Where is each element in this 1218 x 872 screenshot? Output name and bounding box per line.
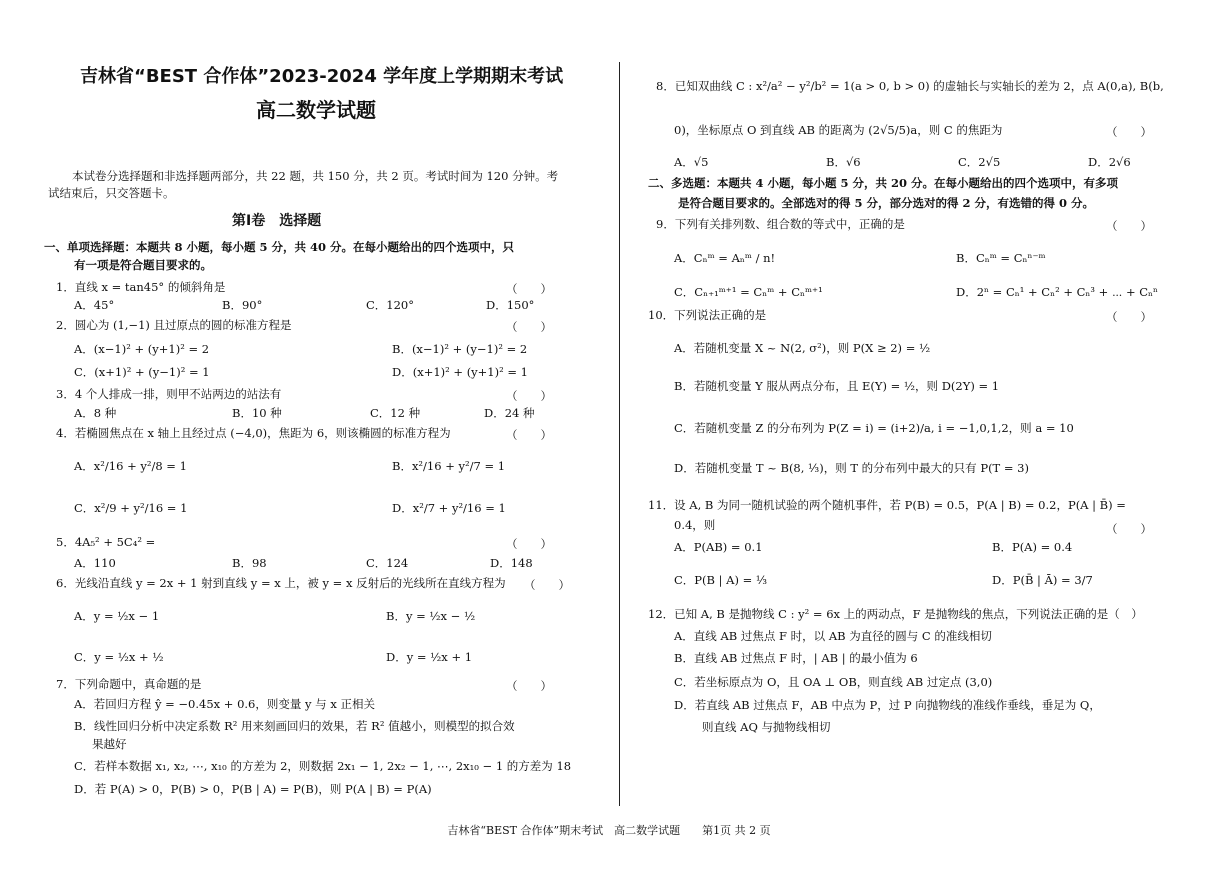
q6-option-a: A．y = ½x − 1 <box>74 609 160 623</box>
q9-option-a: A．Cₙᵐ = Aₙᵐ / n! <box>674 251 776 265</box>
q1-option-b: B．90° <box>222 298 263 312</box>
q10-answer-paren: （ ） <box>1106 310 1152 324</box>
q4-option-d: D．x²/7 + y²/16 = 1 <box>392 501 506 515</box>
q6-option-c: C．y = ½x + ½ <box>74 650 164 664</box>
q10-stem: 10．下列说法正确的是 <box>648 308 767 322</box>
q5-option-d: D．148 <box>490 556 533 570</box>
q11-option-b: B．P(A) = 0.4 <box>992 540 1073 554</box>
q11-option-a: A．P(AB) = 0.1 <box>674 540 763 554</box>
q11-answer-paren: （ ） <box>1106 522 1152 536</box>
q11-option-d: D．P(B̄ | Ā) = 3/7 <box>992 573 1093 587</box>
q2-option-a: A．(x−1)² + (y+1)² = 2 <box>74 342 210 356</box>
q6-stem: 6．光线沿直线 y = 2x + 1 射到直线 y = x 上，被 y = x 反射后的光线所在直线方程为 <box>56 576 506 590</box>
intro-line-2: 试结束后，只交答题卡。 <box>48 186 175 200</box>
q1-option-a: A．45° <box>74 298 115 312</box>
q11-stem-cont: 0.4，则 <box>674 518 716 532</box>
q8-option-c: C．2√5 <box>958 155 1001 169</box>
q2-option-b: B．(x−1)² + (y−1)² = 2 <box>392 342 528 356</box>
part1-title: 第Ⅰ卷 选择题 <box>232 213 322 229</box>
q1-option-d: D．150° <box>486 298 535 312</box>
q6-option-d: D．y = ½x + 1 <box>386 650 473 664</box>
q8-stem-cont: 0)，坐标原点 O 到直线 AB 的距离为 (2√5/5)a，则 C 的焦距为 <box>674 123 1003 137</box>
q7-answer-paren: （ ） <box>506 679 552 693</box>
q1-stem: 1．直线 x = tan45° 的倾斜角是 <box>56 280 226 294</box>
q3-option-c: C．12 种 <box>370 406 421 420</box>
q12-option-d-cont: 则直线 AQ 与抛物线相切 <box>702 720 831 734</box>
q2-option-d: D．(x+1)² + (y+1)² = 1 <box>392 365 528 379</box>
q2-option-c: C．(x+1)² + (y−1)² = 1 <box>74 365 210 379</box>
section1-heading-2: 有一项是符合题目要求的。 <box>74 258 212 272</box>
q9-stem: 9．下列有关排列数、组合数的等式中，正确的是 <box>656 217 905 231</box>
q11-stem: 11．设 A, B 为同一随机试验的两个随机事件，若 P(B) = 0.5，P(A | B) = 0.2，P(A | B̄) = <box>648 498 1126 512</box>
q1-option-c: C．120° <box>366 298 414 312</box>
q7-option-d: D．若 P(A) > 0，P(B) > 0，P(B | A) = P(B)，则 P(A | B) = P(A) <box>74 782 432 796</box>
section2-heading-2: 是符合题目要求的。全部选对的得 5 分，部分选对的得 2 分，有选错的得 0 分。 <box>678 196 1095 210</box>
q7-stem: 7．下列命题中，真命题的是 <box>56 677 202 691</box>
q12-option-c: C．若坐标原点为 O，且 OA ⊥ OB，则直线 AB 过定点 (3,0) <box>674 675 993 689</box>
q3-option-a: A．8 种 <box>74 406 117 420</box>
q10-option-a: A．若随机变量 X ~ N(2, σ²)，则 P(X ≥ 2) = ½ <box>674 341 931 355</box>
q3-stem: 3．4 个人排成一排，则甲不站两边的站法有 <box>56 387 282 401</box>
q8-stem: 8．已知双曲线 C : x²/a² − y²/b² = 1(a > 0, b > 0) 的虚轴长与实轴长的差为 2，点 A(0,a), B(b, <box>656 79 1164 93</box>
q12-option-b: B．直线 AB 过焦点 F 时，| AB | 的最小值为 6 <box>674 651 918 665</box>
q8-answer-paren: （ ） <box>1106 125 1152 139</box>
q2-stem: 2．圆心为 (1,−1) 且过原点的圆的标准方程是 <box>56 318 292 332</box>
q3-answer-paren: （ ） <box>506 389 552 403</box>
q6-option-b: B．y = ½x − ½ <box>386 609 476 623</box>
q9-option-c: C．Cₙ₊₁ᵐ⁺¹ = Cₙᵐ + Cₙᵐ⁺¹ <box>674 285 823 299</box>
exam-subtitle: 高二数学试题 <box>256 98 376 122</box>
q12-option-a: A．直线 AB 过焦点 F 时，以 AB 为直径的圆与 C 的准线相切 <box>674 629 992 643</box>
q8-option-d: D．2√6 <box>1088 155 1131 169</box>
q4-option-a: A．x²/16 + y²/8 = 1 <box>74 459 187 473</box>
q4-answer-paren: （ ） <box>506 428 552 442</box>
q9-option-d: D．2ⁿ = Cₙ¹ + Cₙ² + Cₙ³ + ⋯ + Cₙⁿ <box>956 285 1158 299</box>
q12-stem: 12．已知 A, B 是抛物线 C : y² = 6x 上的两动点，F 是抛物线的焦点，下列说法正确的是（ ） <box>648 607 1143 621</box>
q2-answer-paren: （ ） <box>506 320 552 334</box>
q6-answer-paren: （ ） <box>524 578 570 592</box>
q4-stem: 4．若椭圆焦点在 x 轴上且经过点 (−4,0)，焦距为 6，则该椭圆的标准方程为 <box>56 426 451 440</box>
section1-heading: 一、单项选择题：本题共 8 小题，每小题 5 分，共 40 分。在每小题给出的四个选项中，只 <box>44 240 515 254</box>
page-footer: 吉林省“BEST 合作体”期末考试 高二数学试题 第1页 共 2 页 <box>447 824 771 837</box>
q10-option-b: B．若随机变量 Y 服从两点分布，且 E(Y) = ½，则 D(2Y) = 1 <box>674 379 1000 393</box>
q12-option-d: D．若直线 AB 过焦点 F，AB 中点为 P，过 P 向抛物线的准线作垂线，垂足为 Q， <box>674 698 1101 712</box>
intro-line-1: 本试卷分选择题和非选择题两部分，共 22 题，共 150 分，共 2 页。考试时间为 120 分钟。考 <box>72 169 559 183</box>
q8-option-b: B．√6 <box>826 155 861 169</box>
exam-title: 吉林省“BEST 合作体”2023-2024 学年度上学期期末考试 <box>80 66 564 87</box>
q8-option-a: A．√5 <box>674 155 709 169</box>
q4-option-c: C．x²/9 + y²/16 = 1 <box>74 501 188 515</box>
q9-answer-paren: （ ） <box>1106 219 1152 233</box>
q1-answer-paren: （ ） <box>506 282 552 296</box>
q9-option-b: B．Cₙᵐ = Cₙⁿ⁻ᵐ <box>956 251 1046 265</box>
column-divider <box>619 62 620 806</box>
q10-option-d: D．若随机变量 T ~ B(8, ⅓)，则 T 的分布列中最大的只有 P(T = 3) <box>674 461 1029 475</box>
q10-option-c: C．若随机变量 Z 的分布列为 P(Z = i) = (i+2)/a, i = −1,0,1,2，则 a = 10 <box>674 421 1074 435</box>
q3-option-b: B．10 种 <box>232 406 282 420</box>
q11-option-c: C．P(B | A) = ⅓ <box>674 573 768 587</box>
q5-answer-paren: （ ） <box>506 537 552 551</box>
q5-option-a: A．110 <box>74 556 116 570</box>
q7-option-a: A．若回归方程 ŷ = −0.45x + 0.6，则变量 y 与 x 正相关 <box>74 697 375 711</box>
q5-option-c: C．124 <box>366 556 409 570</box>
section2-heading: 二、多选题：本题共 4 小题，每小题 5 分，共 20 分。在每小题给出的四个选项中，有多项 <box>648 176 1119 190</box>
q4-option-b: B．x²/16 + y²/7 = 1 <box>392 459 506 473</box>
q7-option-c: C．若样本数据 x₁, x₂, ⋯, x₁₀ 的方差为 2，则数据 2x₁ − 1, 2x₂ − 1, ⋯, 2x₁₀ − 1 的方差为 18 <box>74 759 572 773</box>
q7-option-b-cont: 果越好 <box>92 737 127 751</box>
q5-stem: 5．4A₅² + 5C₄² = <box>56 535 156 549</box>
q3-option-d: D．24 种 <box>484 406 535 420</box>
q5-option-b: B．98 <box>232 556 267 570</box>
q7-option-b: B．线性回归分析中决定系数 R² 用来刻画回归的效果，若 R² 值越小，则模型的拟合效 <box>74 719 515 733</box>
